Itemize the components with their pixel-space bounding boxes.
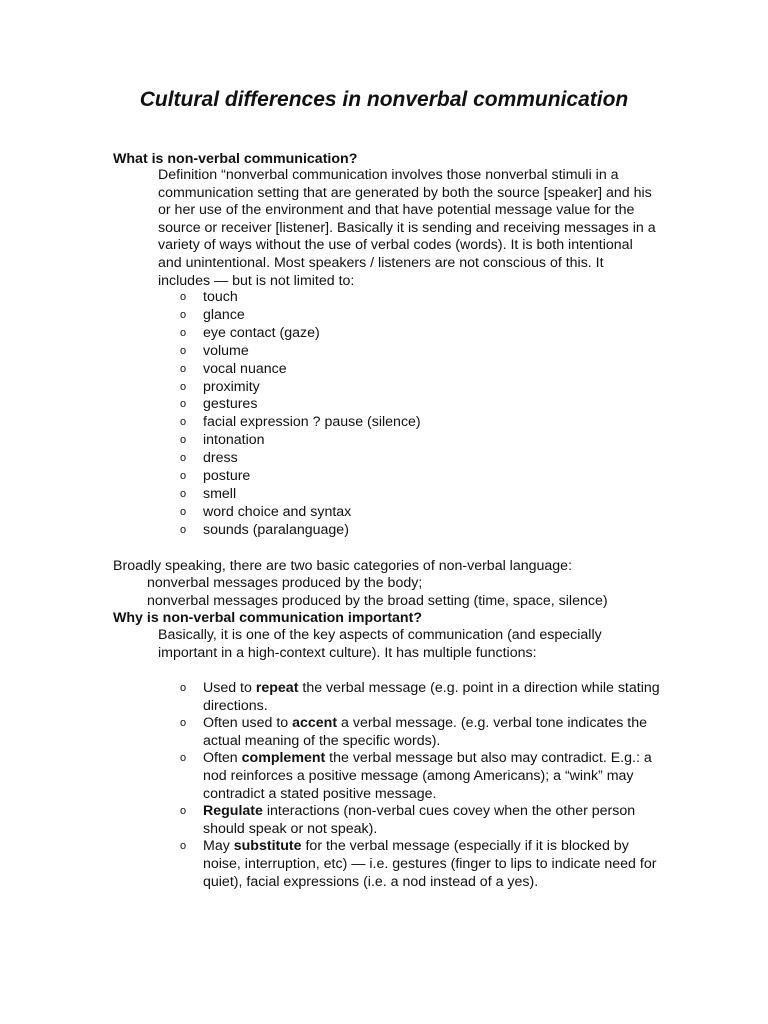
bullet-icon: o [180,523,187,536]
bullet-icon: o [180,840,187,853]
bullet-icon: o [180,434,187,447]
bullet-icon: o [180,362,187,375]
list-item: o volume [180,342,249,359]
list-item: o eye contact (gaze) [180,324,320,341]
bullet-icon: o [180,487,187,500]
bullet-icon: o [180,470,187,483]
functions-list [180,680,660,891]
bullet-icon: o [180,380,187,393]
category-body: nonverbal messages produced by the body; [147,575,423,591]
list-item: o sounds (paralanguage) [180,521,349,538]
document-title: Cultural differences in nonverbal communication [139,88,629,111]
section-heading-what: What is non-verbal communication? [113,151,358,167]
function-keyword: repeat [255,680,299,696]
nonverbal-list [180,289,421,540]
bullet-icon: o [180,452,187,465]
function-item: o May substitute for the verbal message (especially if it is blocked by noise, interruption, etc) — i.e. gestures (finger to lips to indicate need for quiet), facial expressions (i.e. a nod instead of a yes). [180,838,657,890]
bullet-icon: o [180,344,187,357]
list-item: o word choice and syntax [180,503,352,520]
function-keyword: accent [292,715,338,732]
list-item: o dress [180,450,238,467]
bullet-icon: o [180,291,187,303]
list-item: o proximity [180,378,260,395]
definition-paragraph: Definition “nonverbal communication involves those nonverbal stimuli in a communication setting that are generated by both the source [speaker] and his or her use of the environment and that have potential message value for the source or receiver [listener]. Basically it is sending and receiving messages in a variety of ways without the use of verbal codes (words). It is both intentional and unintentional. Most speakers / listeners are not conscious of this. It includes — but is not limited to: [158,167,656,289]
section-heading-why: Why is non-verbal communication important? [113,610,422,626]
category-setting: nonverbal messages produced by the broad setting (time, space, silence) [147,593,608,609]
function-keyword: complement [241,750,326,767]
bullet-icon: o [180,717,187,730]
bullet-icon: o [180,308,187,321]
bullet-icon: o [180,682,187,694]
list-item: o intonation [180,432,265,449]
bullet-icon: o [180,505,187,518]
function-keyword: substitute [233,838,302,855]
function-item: o Often complement the verbal message but also may contradict. E.g.: a nod reinforces a positive message (among Americans); a “wink” may contradict a stated positive message. [180,750,652,802]
bullet-icon: o [180,752,187,765]
list-item: o posture [180,468,251,485]
function-keyword: Regulate [203,803,263,820]
function-item: o Regulate interactions (non-verbal cues covey when the other person should speak or not speak). [180,803,636,837]
function-item: o Often used to accent a verbal message. (e.g. verbal tone indicates the actual meaning of the specific words). [180,715,648,749]
bullet-icon: o [180,326,187,339]
list-item: o vocal nuance [180,360,287,377]
list-item: o touch [180,289,238,305]
list-item: o facial expression ? pause (silence) [180,414,421,431]
bullet-icon: o [180,416,187,429]
functions-intro: Basically, it is one of the key aspects of communication (and especially important in a high-context culture). It has multiple functions: [158,627,602,661]
bullet-icon: o [180,398,187,411]
categories-intro: Broadly speaking, there are two basic categories of non-verbal language: [113,558,573,574]
list-item: o glance [180,306,245,323]
list-item: o gestures [180,396,258,413]
list-item: o smell [180,485,237,502]
bullet-icon: o [180,805,187,818]
function-item: o Used to repeat the verbal message (e.g. point in a direction while stating directions. [180,680,660,714]
